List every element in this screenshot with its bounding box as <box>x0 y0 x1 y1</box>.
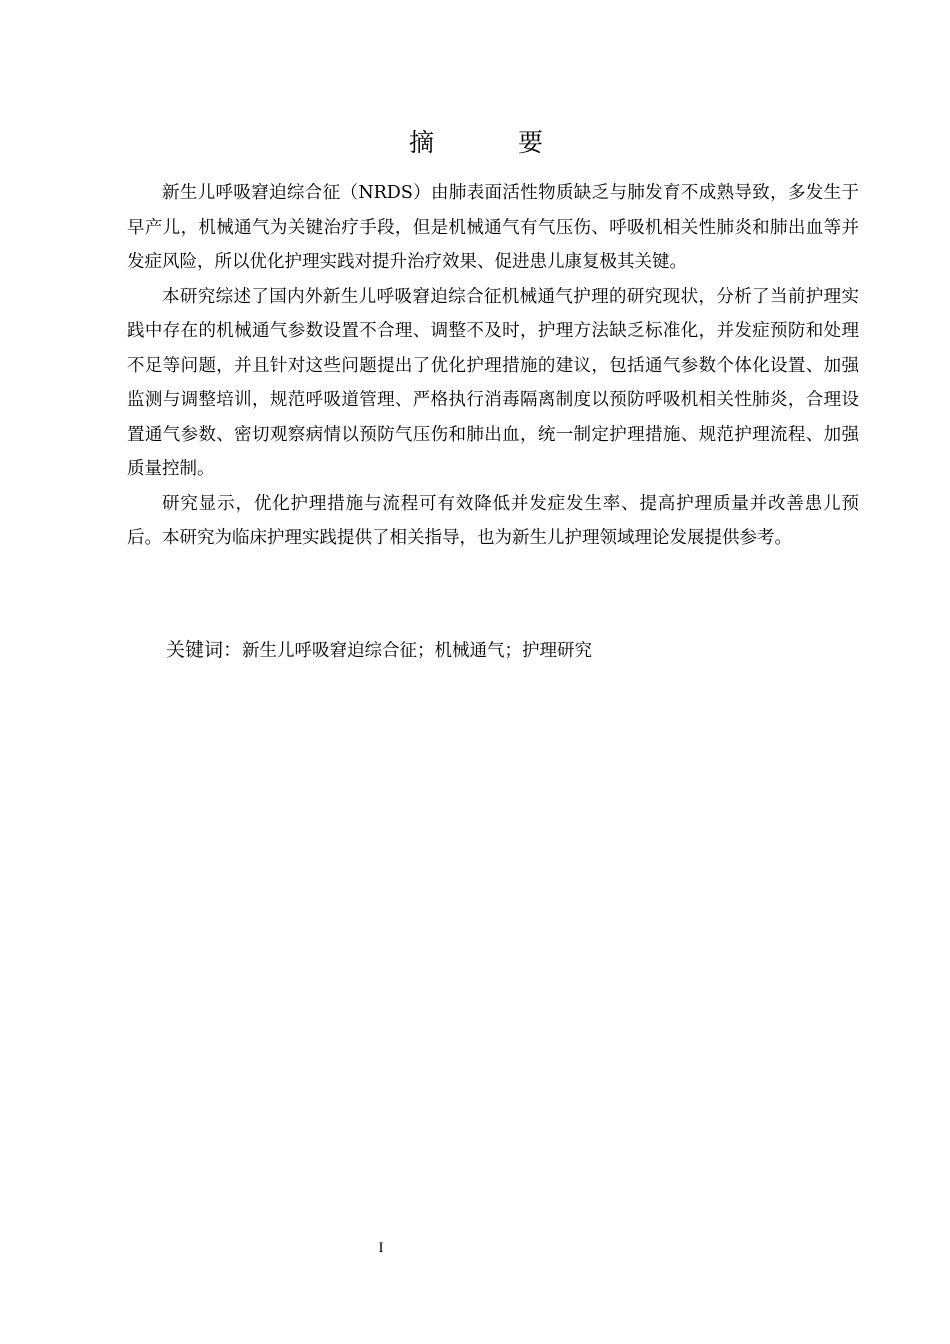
abstract-paragraph-2: 本研究综述了国内外新生儿呼吸窘迫综合征机械通气护理的研究现状，分析了当前护理实践中存在的机械通气参数设置不合理、调整不及时，护理方法缺乏标准化，并发症预防和处理不足等问题，并且针对这些问题提出了优化护理措施的建议，包括通气参数个体化设置、加强监测与调整培训，规范呼吸道管理、严格执行消毒隔离制度以预防呼吸机相关性肺炎，合理设置通气参数、密切观察病情以预防气压伤和肺出血，统一制定护理措施、规范护理流程、加强质量控制。 <box>127 286 859 479</box>
abstract-paragraph-3: 研究显示，优化护理措施与流程可有效降低并发症发生率、提高护理质量并改善患儿预后。本研究为临床护理实践提供了相关指导，也为新生儿护理领域理论发展提供参考。 <box>127 493 859 548</box>
keywords-label: 关键词： <box>166 639 243 661</box>
abstract-paragraph-1: 新生儿呼吸窘迫综合征（NRDS）由肺表面活性物质缺乏与肺发育不成熟导致，多发生于早产儿，机械通气为关键治疗手段，但是机械通气有气压伤、呼吸机相关性肺炎和肺出血等并发症风险，所以优化护理实践对提升治疗效果、促进患儿康复极其关键。 <box>127 183 859 272</box>
page-number: I <box>378 1240 384 1256</box>
abstract-body <box>127 176 859 556</box>
keywords-line <box>166 633 866 668</box>
keywords-text: 新生儿呼吸窘迫综合征；机械通气；护理研究 <box>242 641 593 661</box>
abstract-title: 摘 要 <box>409 128 581 157</box>
